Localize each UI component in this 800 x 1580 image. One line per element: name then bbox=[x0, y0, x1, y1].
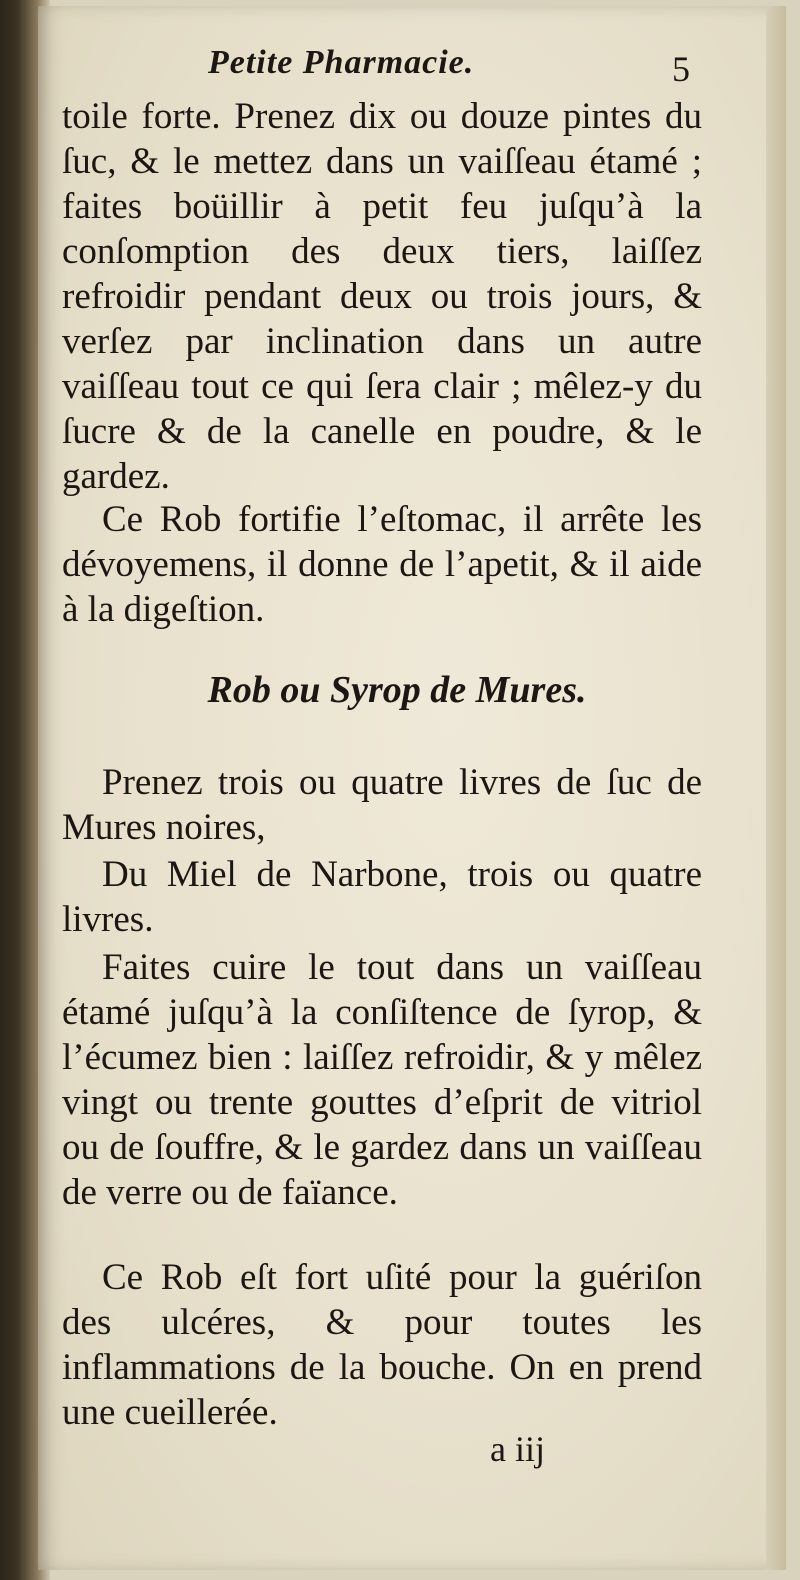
page-edge bbox=[766, 6, 786, 1570]
paragraph-3: Prenez trois ou quatre livres de ſuc de Mures noires, bbox=[62, 762, 702, 848]
paragraph-5: Faites cuire le tout dans un vaiſſeau étamé juſqu’à la conſiſtence de ſyrop, & l’écumez bien : laiſſez refroidir, & y mêlez vingt ou trente gouttes d’eſprit de vitriol ou de ſouffre, & le gardez dans un vaiſſeau de verre ou de faïance. bbox=[62, 947, 702, 1213]
page-number: 5 bbox=[672, 49, 690, 89]
paragraph-2: Ce Rob fortifie l’eſtomac, il arrête les dévoyemens, il donne de l’apetit, & il aide à la digeſtion. bbox=[62, 499, 702, 630]
page-header bbox=[0, 44, 800, 92]
running-head: Petite Pharmacie. bbox=[208, 44, 475, 81]
paragraph-4: Du Miel de Narbone, trois ou quatre livres. bbox=[62, 854, 702, 940]
section-heading: Rob ou Syrop de Mures. bbox=[207, 669, 587, 711]
paragraph-1: toile forte. Prenez dix ou douze pintes du ſuc, & le mettez dans un vaiſſeau étamé ; faites boüillir à petit feu juſqu’à la conſomption des deux tiers, laiſſez refroidir pendant deux ou trois jours, & verſez par inclination dans un autre vaiſſeau tout ce qui ſera clair ; mêlez-y du ſucre & de la canelle en poudre, & le gardez. bbox=[62, 96, 702, 497]
signature-mark: a iij bbox=[490, 1429, 545, 1469]
paragraph-6: Ce Rob eſt fort uſité pour la guériſon des ulcéres, & pour toutes les inflammations de la bouche. On en prend une cueillerée. bbox=[62, 1257, 702, 1433]
